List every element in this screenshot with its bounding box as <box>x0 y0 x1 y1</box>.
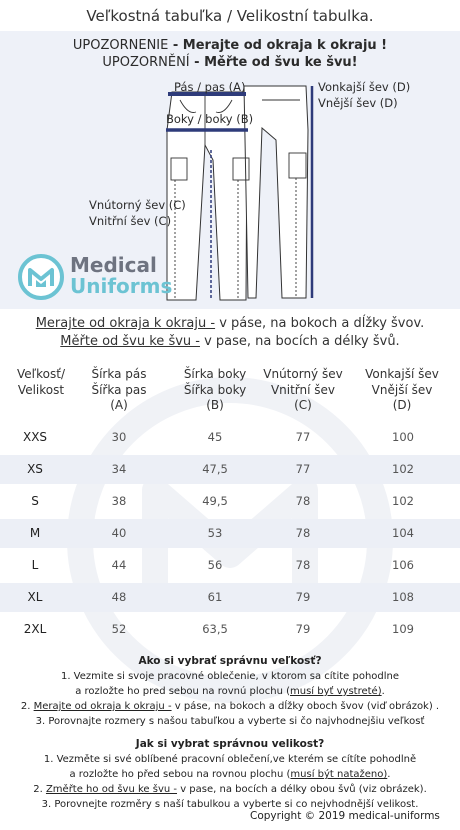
cell-inseam: 79 <box>295 622 311 636</box>
instruction-sk-underlined: Merajte od okraja k okraju - <box>35 316 216 331</box>
cell-hips: 45 <box>207 430 223 444</box>
cell-outseam: 109 <box>392 622 414 636</box>
header-waist-l1: Šírka pás <box>91 367 147 381</box>
how-to-cz-line3-a: 2. <box>33 784 46 795</box>
header-outseam-l1: Vonkajší šev <box>365 367 439 381</box>
cell-hips: 47,5 <box>202 462 228 476</box>
table-row <box>0 583 460 612</box>
how-to-cz-line2-a: a rozložte ho před sebou na rovnou plochu ( <box>69 769 291 780</box>
header-size-l1: Veľkosť/ <box>16 367 66 381</box>
table-row <box>0 551 460 580</box>
how-to-sk <box>0 654 460 729</box>
warning-cz-label: UPOZORNĚNÍ <box>102 55 190 70</box>
cell-hips: 53 <box>207 526 223 540</box>
label-hips: Boky / boky (B) <box>166 112 254 126</box>
cell-outseam: 106 <box>392 558 414 572</box>
instruction-cz-underlined: Měřte od švu ke švu - <box>60 334 200 349</box>
pants-diagram <box>0 0 460 310</box>
header-waist-l3: (A) <box>110 398 128 412</box>
how-to-cz-line1: 1. Vezměte si své oblíbené pracovní oblečení,ve kterém se cítíte pohodlně <box>43 754 417 765</box>
how-to-sk-line4: 3. Porovnajte rozmery s našou tabuľkou a vyberte si čo najvhodnejšiu veľkosť <box>35 716 425 727</box>
cell-waist: 34 <box>111 462 127 476</box>
how-to-sk-line1: 1. Vezmite si svoje pracovné oblečenie, v ktorom sa cítite pohodlne <box>60 671 400 682</box>
cell-waist: 52 <box>111 622 127 636</box>
cell-inseam: 79 <box>295 590 311 604</box>
how-to-sk-line3-a: 2. <box>20 701 34 712</box>
cell-waist: 38 <box>111 494 127 508</box>
cell-inseam: 78 <box>295 494 311 508</box>
warning-cz-text: - Měřte od švu ke švu! <box>189 55 358 70</box>
how-to-sk-line3 <box>0 699 460 714</box>
header-inseam-l3: (C) <box>294 398 312 412</box>
cell-size: XL <box>27 590 43 604</box>
logo-line1: Medical <box>70 253 157 277</box>
header-size <box>6 367 76 398</box>
label-inseam-sk: Vnútorný šev (C) <box>89 198 186 212</box>
header-hips-l1: Šírka boky <box>183 367 247 381</box>
cell-waist: 40 <box>111 526 127 540</box>
table-row <box>0 423 460 452</box>
table-row <box>0 487 460 516</box>
header-inseam <box>254 367 352 414</box>
how-to-sk-line2-b: . <box>381 686 385 697</box>
header-waist <box>80 367 158 414</box>
header-hips <box>170 367 260 414</box>
cell-hips: 63,5 <box>202 622 228 636</box>
cell-inseam: 78 <box>295 558 311 572</box>
instruction-cz <box>0 334 460 349</box>
page-title: Veľkostná tabuľka / Velikostní tabulka. <box>86 7 374 25</box>
cell-waist: 44 <box>111 558 127 572</box>
cell-size: M <box>29 526 41 540</box>
instruction-sk <box>0 316 460 331</box>
how-to-sk-line2-a: a rozložte ho pred sebou na rovnú plochu ( <box>75 686 290 697</box>
header-outseam <box>354 367 450 414</box>
label-inseam-cz: Vnitřní šev (C) <box>89 214 172 228</box>
table-row <box>0 455 460 484</box>
header-outseam-l2: Vnější šev <box>371 382 433 397</box>
header-inseam-l1: Vnútorný šev <box>263 367 343 381</box>
header-hips-l3: (B) <box>206 398 224 412</box>
cell-size: XS <box>27 462 43 476</box>
cell-outseam: 104 <box>392 526 414 540</box>
cell-outseam: 108 <box>392 590 414 604</box>
how-to-cz <box>0 737 460 812</box>
how-to-cz-line3-u: Změřte ho od švu ke švu - <box>45 784 178 795</box>
cell-size: L <box>31 558 39 572</box>
how-to-cz-heading: Jak si vybrat správnou velikost? <box>135 738 325 750</box>
header-waist-l2: Šířka pas <box>91 382 147 397</box>
cell-outseam: 100 <box>392 430 414 444</box>
table-row <box>0 519 460 548</box>
cell-outseam: 102 <box>392 494 414 508</box>
cell-inseam: 78 <box>295 526 311 540</box>
cell-hips: 61 <box>207 590 223 604</box>
medical-uniforms-logo-icon <box>17 253 65 301</box>
cell-size: 2XL <box>23 622 47 636</box>
how-to-sk-line3-b: v páse, na bokoch a dĺžky oboch švov (viď obrázok) . <box>171 701 440 712</box>
cell-inseam: 77 <box>295 462 311 476</box>
label-waist: Pás / pas (A) <box>174 80 246 94</box>
cell-waist: 48 <box>111 590 127 604</box>
warning-sk-label: UPOZORNENIE <box>72 38 169 53</box>
cell-size: XXS <box>22 430 48 444</box>
cell-outseam: 102 <box>392 462 414 476</box>
how-to-cz-line2 <box>0 767 460 782</box>
header-inseam-l2: Vnitřní šev <box>270 382 336 397</box>
how-to-cz-line4: 3. Porovnejte rozměry s naší tabulkou a vyberte si co nejvhodnější velikost. <box>41 799 419 810</box>
header-outseam-l3: (D) <box>392 398 412 412</box>
copyright: Copyright © 2019 medical-uniforms <box>250 810 440 822</box>
cell-waist: 30 <box>111 430 127 444</box>
header-size-l2: Velikost <box>17 382 65 397</box>
how-to-sk-line3-u: Merajte od okraja k okraju - <box>33 701 172 712</box>
instruction-cz-rest: v pase, na bocích a délky švů. <box>199 334 400 349</box>
how-to-cz-line2-u: musí být nataženo) <box>290 769 388 780</box>
table-row <box>0 615 460 644</box>
label-outseam-cz: Vnější šev (D) <box>318 96 398 110</box>
how-to-sk-line2-u: musí byť vystreté) <box>290 686 382 697</box>
label-outseam-sk: Vonkajší šev (D) <box>318 80 411 94</box>
cell-inseam: 77 <box>295 430 311 444</box>
header-hips-l2: Šířka boky <box>183 382 247 397</box>
how-to-cz-line3-b: v pase, na bocích a délky obou švů (viz obrázek). <box>177 784 427 795</box>
how-to-sk-line2 <box>0 684 460 699</box>
logo-text <box>70 255 172 297</box>
cell-hips: 56 <box>207 558 223 572</box>
how-to-cz-line3 <box>0 782 460 797</box>
warning-sk-text: - Merajte od okraja k okraju ! <box>168 38 388 53</box>
cell-size: S <box>31 494 39 508</box>
cell-hips: 49,5 <box>202 494 228 508</box>
instruction-sk-rest: v páse, na bokoch a dĺžky švov. <box>215 316 425 331</box>
logo-line2: Uniforms <box>70 274 173 298</box>
how-to-cz-line2-b: . <box>387 769 391 780</box>
how-to-sk-heading: Ako si vybrať správnu veľkosť? <box>138 655 322 667</box>
